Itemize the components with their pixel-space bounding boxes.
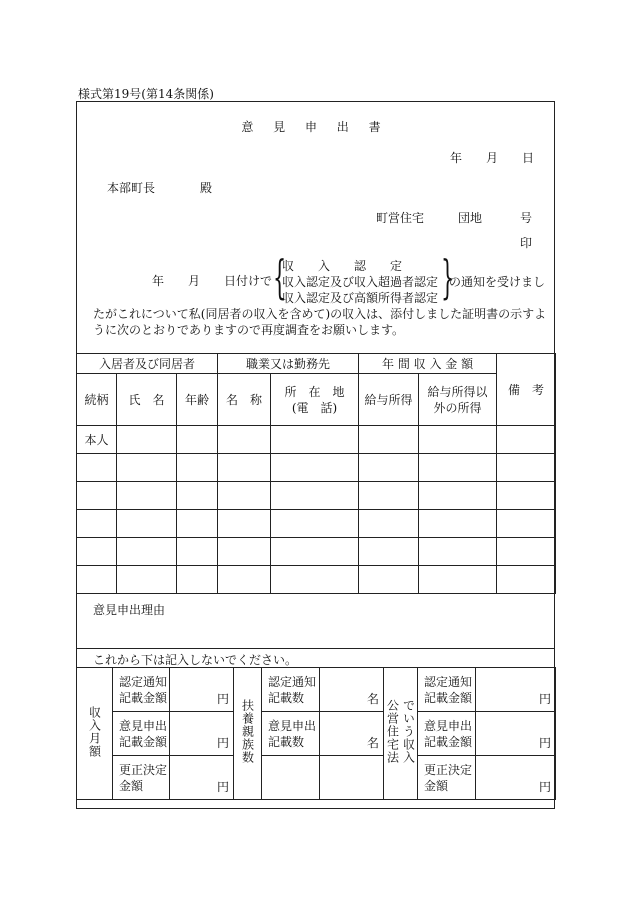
appeal-count-label: 意見申出 記載数 bbox=[262, 712, 320, 756]
office-note: これから下は記入しないでください。 bbox=[93, 653, 298, 667]
persons-unit: 名 bbox=[366, 736, 379, 750]
table-cell[interactable] bbox=[117, 538, 177, 566]
dependents-label-cell bbox=[234, 668, 262, 800]
header-occupation: 職業又は勤務先 bbox=[218, 354, 359, 374]
table-cell[interactable] bbox=[359, 426, 419, 454]
col-location bbox=[271, 374, 359, 426]
col-phone-label: (電 話) bbox=[291, 400, 338, 415]
addressee-name: 本部町長 bbox=[107, 181, 156, 195]
yen-unit: 円 bbox=[216, 780, 229, 794]
header-income: 年 間 収 入 金 額 bbox=[359, 354, 497, 374]
persons-unit: 名 bbox=[366, 692, 379, 706]
table-cell[interactable] bbox=[419, 538, 497, 566]
table-cell[interactable] bbox=[218, 510, 271, 538]
table-row bbox=[77, 566, 556, 594]
col-other-income-label-2: 外の所得 bbox=[433, 400, 482, 415]
table-cell[interactable] bbox=[359, 538, 419, 566]
table-cell[interactable] bbox=[271, 566, 359, 594]
notice-date-suffix: 日付けで bbox=[224, 274, 273, 288]
ph-notice-amount-label: 認定通知 記載金額 bbox=[418, 668, 476, 712]
ph-appeal-amount-label: 意見申出 記載金額 bbox=[418, 712, 476, 756]
yen-unit: 円 bbox=[538, 692, 551, 706]
unit-number-label: 号 bbox=[520, 211, 533, 225]
table-cell[interactable] bbox=[177, 426, 218, 454]
table-cell[interactable] bbox=[271, 482, 359, 510]
col-location-label: 所 在 地 bbox=[284, 384, 345, 399]
table-cell[interactable] bbox=[117, 482, 177, 510]
form-title: 意 見 申 出 書 bbox=[241, 120, 389, 134]
table-cell[interactable] bbox=[218, 566, 271, 594]
yen-unit: 円 bbox=[216, 692, 229, 706]
notice-amount-field[interactable] bbox=[170, 668, 234, 712]
office-use-table bbox=[76, 667, 556, 800]
table-cell[interactable] bbox=[271, 538, 359, 566]
table-cell[interactable] bbox=[117, 426, 177, 454]
ph-appeal-amount-field[interactable] bbox=[476, 712, 556, 756]
table-cell[interactable] bbox=[77, 510, 117, 538]
ph-revised-amount-field[interactable] bbox=[476, 756, 556, 800]
yen-unit: 円 bbox=[538, 736, 551, 750]
complex-label: 団地 bbox=[458, 211, 483, 225]
col-other-income-label-1: 給与所得以 bbox=[427, 384, 488, 399]
table-cell[interactable] bbox=[77, 538, 117, 566]
notice-year: 年 bbox=[152, 274, 165, 288]
yen-unit: 円 bbox=[538, 780, 551, 794]
appeal-amount-field[interactable] bbox=[170, 712, 234, 756]
date-day: 日 bbox=[522, 151, 535, 165]
notice-option-3: 収入認定及び高額所得者認定 bbox=[282, 291, 439, 305]
housing-label: 町営住宅 bbox=[376, 211, 425, 225]
table-cell[interactable] bbox=[218, 426, 271, 454]
appeal-count-field[interactable] bbox=[320, 712, 384, 756]
table-cell[interactable] bbox=[359, 510, 419, 538]
table-cell[interactable] bbox=[117, 454, 177, 482]
reason-divider bbox=[76, 648, 555, 649]
table-cell[interactable] bbox=[271, 510, 359, 538]
table-cell[interactable] bbox=[177, 538, 218, 566]
ph-notice-amount-field[interactable] bbox=[476, 668, 556, 712]
table-cell[interactable] bbox=[218, 482, 271, 510]
form-number-label: 様式第19号(第14条関係) bbox=[78, 87, 214, 101]
public-housing-label-cell bbox=[384, 668, 418, 800]
table-cell[interactable] bbox=[497, 426, 556, 454]
left-brace: { bbox=[273, 250, 287, 304]
revised-amount-label: 更正決定 金額 bbox=[113, 756, 170, 800]
header-remarks: 備 考 bbox=[497, 354, 556, 426]
table-cell[interactable] bbox=[419, 510, 497, 538]
public-housing-label: 公営住宅法 bbox=[385, 699, 400, 764]
seal-mark: 印 bbox=[520, 236, 533, 250]
table-cell[interactable] bbox=[497, 538, 556, 566]
table-cell[interactable] bbox=[419, 482, 497, 510]
table-cell[interactable] bbox=[497, 454, 556, 482]
table-cell[interactable] bbox=[359, 566, 419, 594]
col-name: 氏 名 bbox=[117, 374, 177, 426]
table-cell[interactable] bbox=[77, 482, 117, 510]
yen-unit: 円 bbox=[216, 736, 229, 750]
revised-amount-field[interactable] bbox=[170, 756, 234, 800]
table-cell[interactable] bbox=[497, 566, 556, 594]
table-cell[interactable] bbox=[271, 454, 359, 482]
residents-table bbox=[76, 353, 556, 594]
table-row bbox=[77, 482, 556, 510]
notice-option-1: 収 入 認 定 bbox=[282, 259, 403, 273]
table-row bbox=[77, 454, 556, 482]
ph-revised-amount-label: 更正決定 金額 bbox=[418, 756, 476, 800]
table-cell[interactable] bbox=[359, 454, 419, 482]
col-salary: 給与所得 bbox=[359, 374, 419, 426]
notice-body-line-1: たがこれについて私(同居者の収入を含めて)の収入は、添付しました証明書の示すよ bbox=[93, 307, 547, 321]
notice-suffix: の通知を受けまし bbox=[449, 275, 546, 289]
table-cell[interactable] bbox=[419, 426, 497, 454]
table-cell[interactable] bbox=[218, 538, 271, 566]
notice-option-2: 収入認定及び収入超過者認定 bbox=[282, 275, 439, 289]
table-cell[interactable] bbox=[77, 566, 117, 594]
table-cell[interactable] bbox=[271, 426, 359, 454]
notice-count-field[interactable] bbox=[320, 668, 384, 712]
right-brace: } bbox=[441, 250, 455, 304]
table-row bbox=[77, 538, 556, 566]
table-cell[interactable] bbox=[177, 482, 218, 510]
notice-amount-label: 認定通知 記載金額 bbox=[113, 668, 170, 712]
table-cell[interactable] bbox=[497, 482, 556, 510]
public-housing-label-2: でいう収入 bbox=[401, 699, 416, 764]
header-residents: 入居者及び同居者 bbox=[77, 354, 218, 374]
col-relation: 続柄 bbox=[77, 374, 117, 426]
table-cell[interactable] bbox=[177, 510, 218, 538]
income-label-cell bbox=[77, 668, 113, 800]
col-occupation-name: 名 称 bbox=[218, 374, 271, 426]
date-year: 年 bbox=[450, 151, 463, 165]
appeal-amount-label: 意見申出 記載金額 bbox=[113, 712, 170, 756]
table-row bbox=[77, 426, 556, 454]
col-other-income bbox=[419, 374, 497, 426]
relation-self: 本人 bbox=[77, 426, 117, 454]
table-cell[interactable] bbox=[177, 454, 218, 482]
notice-month: 月 bbox=[188, 274, 201, 288]
table-cell[interactable] bbox=[77, 454, 117, 482]
col-age: 年齢 bbox=[177, 374, 218, 426]
empty-cell[interactable] bbox=[262, 756, 320, 800]
table-cell[interactable] bbox=[177, 566, 218, 594]
notice-body-line-2: うに次のとおりでありますので再度調査をお願いします。 bbox=[93, 323, 405, 337]
table-row bbox=[77, 510, 556, 538]
table-cell[interactable] bbox=[419, 566, 497, 594]
reason-label: 意見申出理由 bbox=[93, 603, 166, 617]
table-cell[interactable] bbox=[497, 510, 556, 538]
date-month: 月 bbox=[486, 151, 499, 165]
dependents-label: 扶養親族数 bbox=[240, 699, 255, 764]
table-cell[interactable] bbox=[117, 510, 177, 538]
table-cell[interactable] bbox=[117, 566, 177, 594]
income-label: 収入月額 bbox=[87, 705, 102, 758]
table-cell[interactable] bbox=[419, 454, 497, 482]
table-cell[interactable] bbox=[218, 454, 271, 482]
addressee-honorific: 殿 bbox=[200, 181, 213, 195]
table-cell[interactable] bbox=[359, 482, 419, 510]
empty-cell[interactable] bbox=[320, 756, 384, 800]
notice-count-label: 認定通知 記載数 bbox=[262, 668, 320, 712]
